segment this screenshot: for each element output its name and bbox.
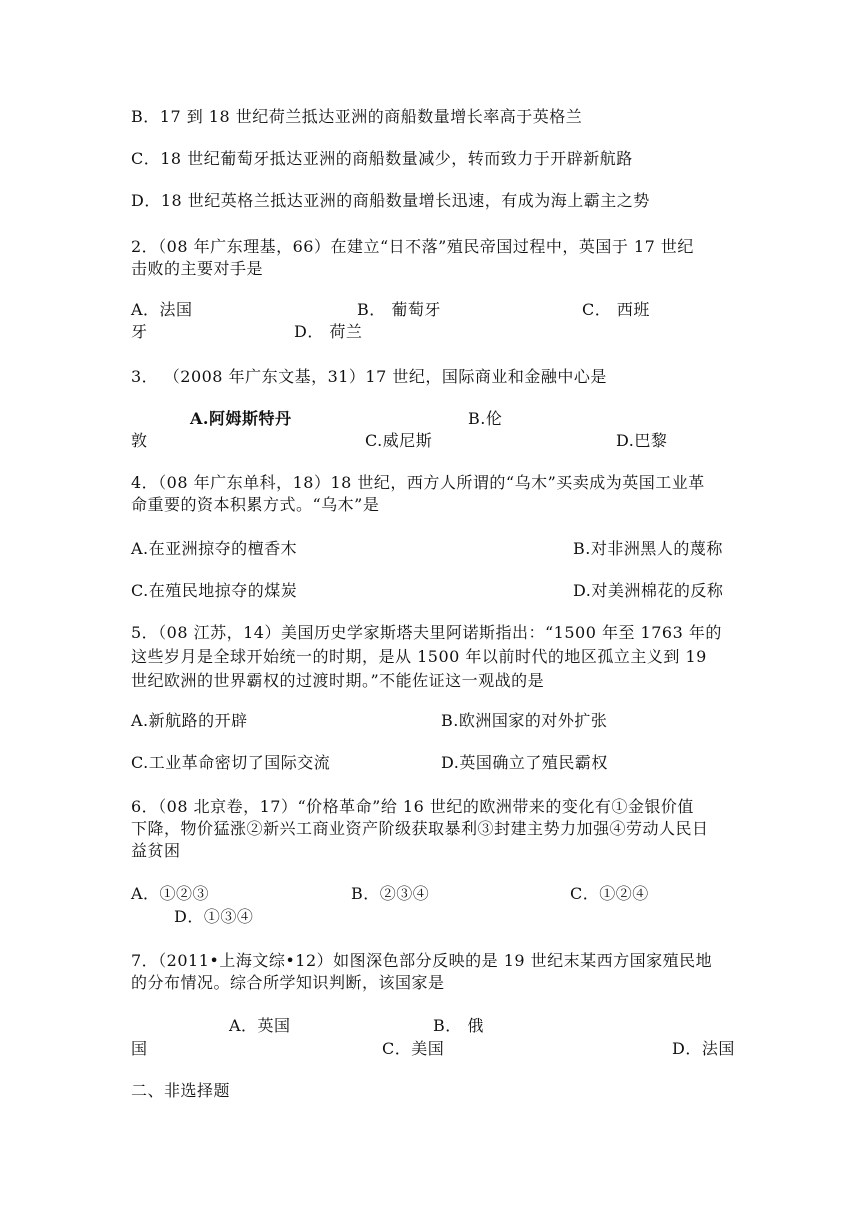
q7-option-d: D．法国 <box>672 1039 735 1058</box>
q2-option-c-cont: 牙 <box>131 322 148 341</box>
q4-option-b: B.对非洲黑人的蔑称 <box>573 539 723 558</box>
q2-option-b: B． 葡萄牙 <box>357 300 441 319</box>
section-heading: 二、非选择题 <box>131 1081 231 1100</box>
q6-stem-line2: 下降，物价猛涨②新兴工商业资产阶级获取暴利③封建主势力加强④劳动人民日 <box>131 819 709 838</box>
q7-stem-line1: 7．（2011•上海文综•12）如图深色部分反映的是 19 世纪末某西方国家殖民地 <box>131 951 713 970</box>
q6-option-d: D．①③④ <box>174 907 254 926</box>
q5-option-c: C.工业革命密切了国际交流 <box>131 753 331 772</box>
q6-stem-line3: 益贫困 <box>131 841 181 860</box>
prev-option-d: D．18 世纪英格兰抵达亚洲的商船数量增长迅速，有成为海上霸主之势 <box>131 191 650 210</box>
q4-stem-line2: 命重要的资本积累方式。“乌木”是 <box>131 495 380 514</box>
q6-stem-line1: 6．（08 北京卷，17）“价格革命”给 16 世纪的欧洲带来的变化有①金银价值 <box>131 797 694 816</box>
q7-option-b: B． 俄 <box>433 1016 484 1035</box>
q6-option-a: A．①②③ <box>131 884 210 903</box>
q2-option-a: A．法国 <box>131 300 193 319</box>
q4-option-c: C.在殖民地掠夺的煤炭 <box>131 581 298 600</box>
q3-option-c: C.威尼斯 <box>365 431 433 450</box>
q7-stem-line2: 的分布情况。综合所学知识判断，该国家是 <box>131 973 445 992</box>
q3-option-b: B.伦 <box>468 409 503 428</box>
q6-option-c: C．①②④ <box>570 884 649 903</box>
q5-stem-line3: 世纪欧洲的世界霸权的过渡时期。”不能佐证这一观战的是 <box>131 671 545 690</box>
q5-option-a: A.新航路的开辟 <box>131 711 248 730</box>
q4-option-d: D.对美洲棉花的反称 <box>573 581 724 600</box>
q5-option-d: D.英国确立了殖民霸权 <box>441 753 608 772</box>
q2-stem-line1: 2．（08 年广东理基，66）在建立“日不落”殖民帝国过程中，英国于 17 世纪 <box>131 237 694 256</box>
q3-option-b-cont: 敦 <box>131 431 148 450</box>
q4-option-a: A.在亚洲掠夺的檀香木 <box>131 539 298 558</box>
q2-stem-line2: 击败的主要对手是 <box>131 259 264 278</box>
q3-stem: 3． （2008 年广东文基，31）17 世纪，国际商业和金融中心是 <box>131 367 607 386</box>
q7-option-b-cont: 国 <box>131 1039 148 1058</box>
prev-option-c: C．18 世纪葡萄牙抵达亚洲的商船数量减少，转而致力于开辟新航路 <box>131 149 633 168</box>
q3-option-d: D.巴黎 <box>616 431 668 450</box>
prev-option-b: B．17 到 18 世纪荷兰抵达亚洲的商船数量增长率高于英格兰 <box>131 107 583 126</box>
q7-option-a: A．英国 <box>229 1016 291 1035</box>
q2-option-c: C． 西班 <box>582 300 650 319</box>
q5-stem-line2: 这些岁月是全球开始统一的时期，是从 1500 年以前时代的地区孤立主义到 19 <box>131 647 707 666</box>
q2-option-d: D． 荷兰 <box>294 322 363 341</box>
q7-option-c: C．美国 <box>382 1039 445 1058</box>
q5-stem-line1: 5．（08 江苏，14）美国历史学家斯塔夫里阿诺斯指出：“1500 年至 1763 年的 <box>131 623 722 642</box>
q4-stem-line1: 4．（08 年广东单科，18）18 世纪，西方人所谓的“乌木”买卖成为英国工业革 <box>131 473 705 492</box>
q5-option-b: B.欧洲国家的对外扩张 <box>441 711 608 730</box>
q6-option-b: B．②③④ <box>351 884 430 903</box>
q3-option-a: A.阿姆斯特丹 <box>190 409 292 428</box>
